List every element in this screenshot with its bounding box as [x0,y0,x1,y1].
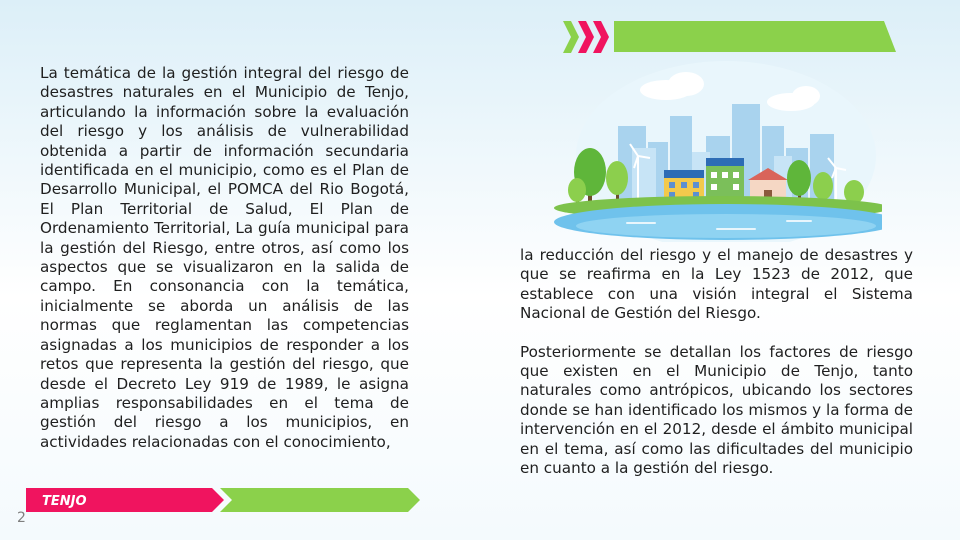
bottom-logo-band [26,488,420,512]
left-text-column [40,64,409,452]
page-number: 2 [17,510,26,526]
triple-chevron-right-icon [563,21,613,53]
green-city-illustration [536,56,882,242]
right-text-column [520,246,913,478]
right-paragraph-2: Posteriormente se detallan los factores de riesgo que existen en el Municipio de Tenjo, tanto naturales como antrópicos, ubicando los sectores donde se han identificado los mismos y la forma de intervención en el 2012, desde el ámbito municipal en el tema, así como las dificultades del municipio en cuanto a la gestión del riesgo. [520,342,913,478]
tenjo-logo: TENJO [42,494,87,509]
left-paragraph: La temática de la gestión integral del riesgo de desastres naturales en el Municipio de Tenjo, articulando la información sobre la evaluación del riesgo y los análisis de vulnerabilidad obtenida a partir de información secundaria identificada en el municipio, como es el Plan de Desarrollo Municipal, el POMCA del Rio Bogotá, El Plan Territorial de Salud, El Plan de Ordenamiento Territorial, La guía municipal para la gestión del Riesgo, entre otros, así como los aspectos que se visualizaron en la salida de campo. En consonancia con la temática, inicialmente se aborda un análisis de las normas que reglamentan las competencias asignadas a los municipios de responder a los retos que representa la gestión del riesgo, que desde el Decreto Ley 919 de 1989, le asigna amplias responsabilidades en el tema de gestión del riesgo a los municipios, en actividades relacionadas con el conocimiento, [40,64,409,451]
top-green-bar [614,21,896,52]
right-paragraph-1: la reducción del riesgo y el manejo de desastres y que se reafirma en la Ley 1523 de 2012, que establece con una visión integral el Sistema Nacional de Gestión del Riesgo. [520,246,913,323]
